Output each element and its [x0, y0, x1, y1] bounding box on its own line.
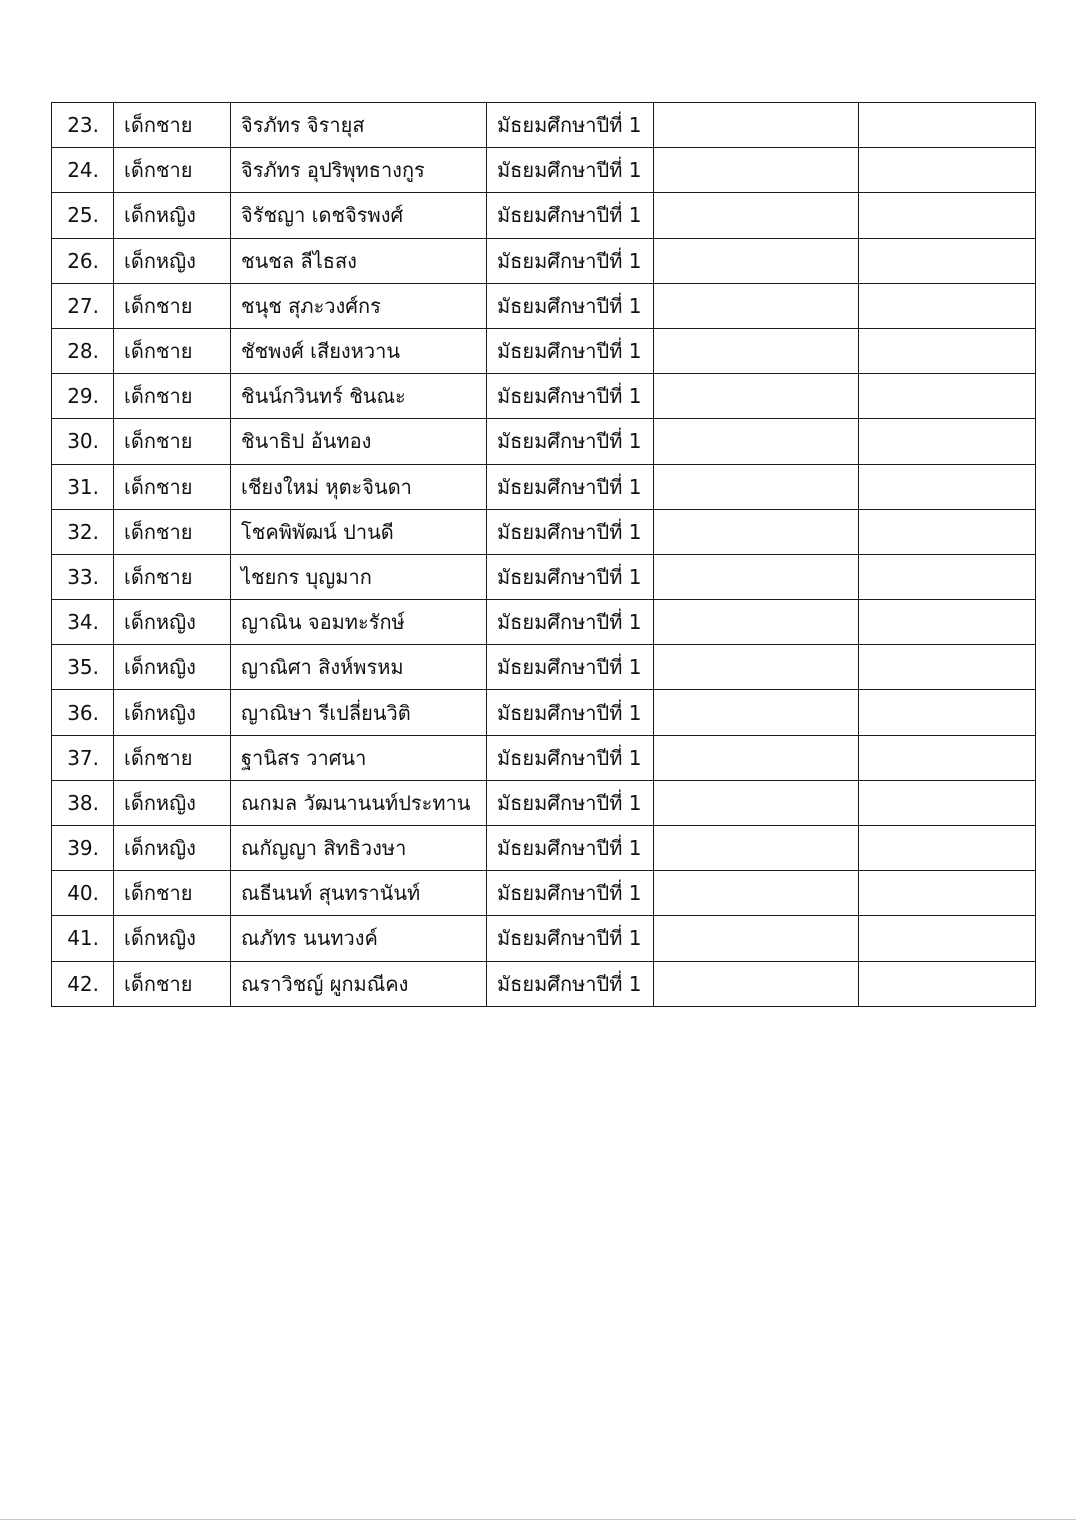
row-number-cell: 23. — [52, 103, 114, 148]
blank-cell-1 — [654, 103, 859, 148]
title-cell: เด็กหญิง — [114, 690, 231, 735]
blank-cell-2 — [859, 554, 1036, 599]
row-number-cell: 41. — [52, 916, 114, 961]
grade-level-cell: มัธยมศึกษาปีที่ 1 — [487, 328, 654, 373]
row-number-cell: 36. — [52, 690, 114, 735]
roster-body — [52, 103, 1036, 1007]
title-cell: เด็กชาย — [114, 419, 231, 464]
blank-cell-1 — [654, 238, 859, 283]
blank-cell-2 — [859, 374, 1036, 419]
blank-cell-2 — [859, 238, 1036, 283]
title-cell: เด็กชาย — [114, 509, 231, 554]
title-cell: เด็กชาย — [114, 871, 231, 916]
title-cell: เด็กหญิง — [114, 645, 231, 690]
grade-level-cell: มัธยมศึกษาปีที่ 1 — [487, 554, 654, 599]
table-row — [52, 826, 1036, 871]
student-name-cell: ญาณิษา รีเปลี่ยนวิติ — [231, 690, 487, 735]
table-row — [52, 419, 1036, 464]
row-number-cell: 40. — [52, 871, 114, 916]
blank-cell-1 — [654, 780, 859, 825]
table-row — [52, 961, 1036, 1006]
table-row — [52, 871, 1036, 916]
title-cell: เด็กชาย — [114, 328, 231, 373]
blank-cell-2 — [859, 645, 1036, 690]
grade-level-cell: มัธยมศึกษาปีที่ 1 — [487, 238, 654, 283]
table-row — [52, 780, 1036, 825]
row-number-cell: 42. — [52, 961, 114, 1006]
row-number-cell: 33. — [52, 554, 114, 599]
student-name-cell: จิรภัทร อุปริพุทธางกูร — [231, 148, 487, 193]
blank-cell-2 — [859, 780, 1036, 825]
table-row — [52, 283, 1036, 328]
row-number-cell: 39. — [52, 826, 114, 871]
table-row — [52, 916, 1036, 961]
table-row — [52, 148, 1036, 193]
grade-level-cell: มัธยมศึกษาปีที่ 1 — [487, 916, 654, 961]
blank-cell-1 — [654, 690, 859, 735]
title-cell: เด็กชาย — [114, 148, 231, 193]
grade-level-cell: มัธยมศึกษาปีที่ 1 — [487, 193, 654, 238]
grade-level-cell: มัธยมศึกษาปีที่ 1 — [487, 148, 654, 193]
blank-cell-2 — [859, 735, 1036, 780]
student-name-cell: ณกัญญา สิทธิวงษา — [231, 826, 487, 871]
table-row — [52, 735, 1036, 780]
blank-cell-1 — [654, 554, 859, 599]
row-number-cell: 28. — [52, 328, 114, 373]
title-cell: เด็กหญิง — [114, 916, 231, 961]
blank-cell-2 — [859, 148, 1036, 193]
table-row — [52, 464, 1036, 509]
table-row — [52, 103, 1036, 148]
grade-level-cell: มัธยมศึกษาปีที่ 1 — [487, 871, 654, 916]
student-name-cell: ชนุช สุภะวงศ์กร — [231, 283, 487, 328]
blank-cell-1 — [654, 871, 859, 916]
blank-cell-2 — [859, 600, 1036, 645]
title-cell: เด็กหญิง — [114, 193, 231, 238]
blank-cell-1 — [654, 961, 859, 1006]
student-name-cell: ฐานิสร วาศนา — [231, 735, 487, 780]
student-name-cell: เชียงใหม่ หุตะจินดา — [231, 464, 487, 509]
blank-cell-2 — [859, 690, 1036, 735]
row-number-cell: 25. — [52, 193, 114, 238]
page-bottom-divider — [0, 1519, 1076, 1520]
student-name-cell: ญาณิน จอมทะรักษ์ — [231, 600, 487, 645]
student-name-cell: จิรัชญา เดชจิรพงศ์ — [231, 193, 487, 238]
blank-cell-2 — [859, 871, 1036, 916]
grade-level-cell: มัธยมศึกษาปีที่ 1 — [487, 690, 654, 735]
row-number-cell: 32. — [52, 509, 114, 554]
blank-cell-2 — [859, 283, 1036, 328]
blank-cell-1 — [654, 464, 859, 509]
blank-cell-1 — [654, 509, 859, 554]
blank-cell-1 — [654, 374, 859, 419]
student-name-cell: ณธีนนท์ สุนทรานันท์ — [231, 871, 487, 916]
grade-level-cell: มัธยมศึกษาปีที่ 1 — [487, 826, 654, 871]
grade-level-cell: มัธยมศึกษาปีที่ 1 — [487, 735, 654, 780]
row-number-cell: 29. — [52, 374, 114, 419]
row-number-cell: 34. — [52, 600, 114, 645]
title-cell: เด็กหญิง — [114, 600, 231, 645]
blank-cell-1 — [654, 419, 859, 464]
student-name-cell: ณภัทร นนทวงค์ — [231, 916, 487, 961]
row-number-cell: 38. — [52, 780, 114, 825]
table-row — [52, 193, 1036, 238]
grade-level-cell: มัธยมศึกษาปีที่ 1 — [487, 374, 654, 419]
title-cell: เด็กชาย — [114, 464, 231, 509]
title-cell: เด็กหญิง — [114, 238, 231, 283]
blank-cell-1 — [654, 735, 859, 780]
table-row — [52, 509, 1036, 554]
title-cell: เด็กชาย — [114, 961, 231, 1006]
table-row — [52, 374, 1036, 419]
grade-level-cell: มัธยมศึกษาปีที่ 1 — [487, 509, 654, 554]
student-name-cell: ณกมล วัฒนานนท์ประทาน — [231, 780, 487, 825]
table-row — [52, 600, 1036, 645]
blank-cell-1 — [654, 916, 859, 961]
row-number-cell: 27. — [52, 283, 114, 328]
student-name-cell: โชคพิพัฒน์ ปานดี — [231, 509, 487, 554]
student-name-cell: ชัชพงศ์ เสียงหวาน — [231, 328, 487, 373]
row-number-cell: 30. — [52, 419, 114, 464]
row-number-cell: 35. — [52, 645, 114, 690]
student-name-cell: ชินาธิป อ้นทอง — [231, 419, 487, 464]
blank-cell-2 — [859, 419, 1036, 464]
title-cell: เด็กชาย — [114, 283, 231, 328]
grade-level-cell: มัธยมศึกษาปีที่ 1 — [487, 103, 654, 148]
row-number-cell: 24. — [52, 148, 114, 193]
title-cell: เด็กหญิง — [114, 826, 231, 871]
student-roster-table — [51, 102, 1036, 1007]
table-row — [52, 690, 1036, 735]
student-name-cell: จิรภัทร จิรายุส — [231, 103, 487, 148]
blank-cell-2 — [859, 961, 1036, 1006]
blank-cell-1 — [654, 193, 859, 238]
grade-level-cell: มัธยมศึกษาปีที่ 1 — [487, 645, 654, 690]
blank-cell-1 — [654, 645, 859, 690]
blank-cell-1 — [654, 148, 859, 193]
student-name-cell: ไชยกร บุญมาก — [231, 554, 487, 599]
blank-cell-1 — [654, 600, 859, 645]
blank-cell-2 — [859, 826, 1036, 871]
blank-cell-2 — [859, 916, 1036, 961]
title-cell: เด็กหญิง — [114, 780, 231, 825]
title-cell: เด็กชาย — [114, 554, 231, 599]
table-row — [52, 554, 1036, 599]
row-number-cell: 37. — [52, 735, 114, 780]
blank-cell-2 — [859, 193, 1036, 238]
blank-cell-2 — [859, 509, 1036, 554]
blank-cell-1 — [654, 328, 859, 373]
student-name-cell: ชินน์กวินทร์ ชินณะ — [231, 374, 487, 419]
grade-level-cell: มัธยมศึกษาปีที่ 1 — [487, 780, 654, 825]
blank-cell-2 — [859, 464, 1036, 509]
grade-level-cell: มัธยมศึกษาปีที่ 1 — [487, 464, 654, 509]
table-row — [52, 645, 1036, 690]
student-name-cell: ชนชล ลีไธสง — [231, 238, 487, 283]
student-name-cell: ญาณิศา สิงห์พรหม — [231, 645, 487, 690]
row-number-cell: 31. — [52, 464, 114, 509]
title-cell: เด็กชาย — [114, 103, 231, 148]
blank-cell-2 — [859, 103, 1036, 148]
title-cell: เด็กชาย — [114, 374, 231, 419]
blank-cell-1 — [654, 826, 859, 871]
table-row — [52, 238, 1036, 283]
grade-level-cell: มัธยมศึกษาปีที่ 1 — [487, 419, 654, 464]
student-name-cell: ณราวิชญ์ ผูกมณีคง — [231, 961, 487, 1006]
table-row — [52, 328, 1036, 373]
title-cell: เด็กชาย — [114, 735, 231, 780]
grade-level-cell: มัธยมศึกษาปีที่ 1 — [487, 283, 654, 328]
row-number-cell: 26. — [52, 238, 114, 283]
grade-level-cell: มัธยมศึกษาปีที่ 1 — [487, 961, 654, 1006]
grade-level-cell: มัธยมศึกษาปีที่ 1 — [487, 600, 654, 645]
blank-cell-2 — [859, 328, 1036, 373]
blank-cell-1 — [654, 283, 859, 328]
